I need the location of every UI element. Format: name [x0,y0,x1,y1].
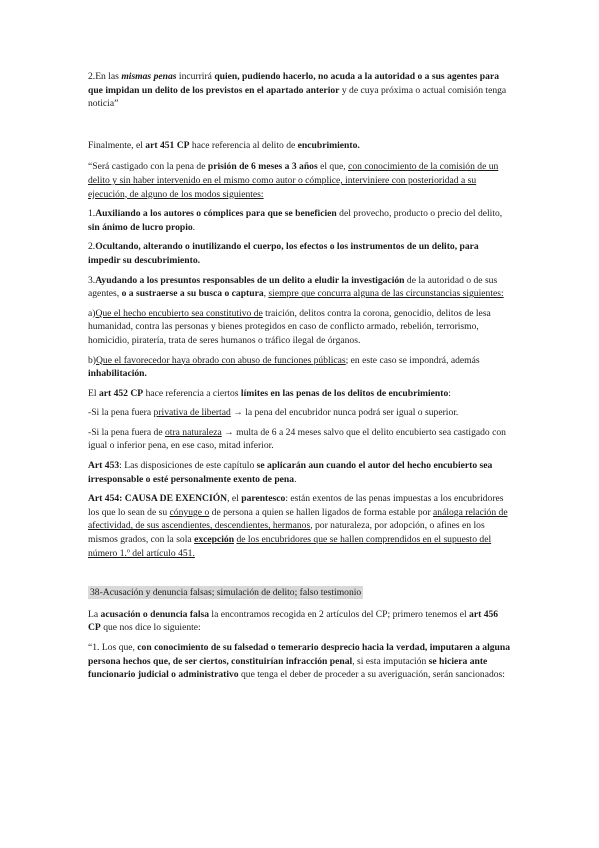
text: traición, delitos contra la corona, genocidio, delitos de lesa humanidad, contra las personas y bienes protegidos en caso de conflicto armado, rebelión, terrorismo, homicidio, piratería, trata de seres humanos o tráfico ilegal de órganos. [88,307,491,346]
paragraph-art453 [88,459,511,486]
paragraph-modo-3 [88,274,511,301]
section-heading [88,586,511,600]
text: : [448,387,451,399]
heading-text: 38-Acusación y denuncia falsas; simulación de delito; falso testimonio [90,587,362,599]
text: “Será castigado con la pena de [88,161,208,173]
text: que tenga el deber de proceder a su averiguación, serán sancionados: [238,669,505,681]
text: -Si la pena fuera [88,407,154,419]
article-ref: Art 454: CAUSA DE EXENCIÓN [88,493,228,505]
text: 1. [88,208,96,220]
text: b) [88,354,96,366]
underlined-text: privativa de libertad [153,407,231,419]
text: del provecho, producto o precio del delito, [336,208,503,220]
paragraph-acusacion-intro [88,608,511,635]
bold-text: prisión de 6 meses a 3 años [207,161,318,173]
text: 2. [88,241,96,253]
text: a) [88,307,96,319]
paragraph-circunstancia-b [88,354,511,381]
bold-text: parentesco [241,493,286,505]
paragraph-circunstancia-a [88,307,511,348]
article-ref: Art 453 [88,460,120,472]
text: → la pena del encubridor nunca podrá ser igual o superior. [230,407,459,419]
paragraph-art452 [88,387,511,401]
underlined-text: siempre que concurra alguna de las circunstancias siguientes: [268,288,504,300]
bold-text: Ayudando a los presuntos responsables de un delito a eludir la investigación [95,274,405,286]
text: hace referencia al delito de [189,139,298,151]
bold-text: sin ánimo de lucro propio [88,221,193,233]
text: , [263,288,269,300]
text: la encontramos recogida en 2 artículos del CP; primero tenemos el [209,608,470,620]
bold-text: Ocultando, alterando o inutilizando el cuerpo, los efectos o los instrumentos de un delito, para impedir su descubrimiento. [88,241,479,266]
bold-text: quien, pudiendo hacerlo, no acuda a la autoridad o a sus agentes para que impidan un delito de los previstos en el apartado anterior [88,71,499,96]
text: hace referencia a ciertos [143,387,241,399]
paragraph-encubrimiento-intro [88,139,511,153]
text: “1. Los que, [88,642,138,653]
text: → multa de 6 a 24 meses salvo que el delito encubierto sea castigado con igual o inferior pena, en ese caso, mitad inferior. [88,426,506,452]
text: de persona a quien se hallen ligados de forma estable por [209,506,434,518]
bold-text: límites en las penas de los delitos de encubrimiento [240,387,449,399]
paragraph-omision [88,70,511,111]
paragraph-art454 [88,492,511,560]
text: y de cuya próxima o actual comisión tenga noticia” [88,84,507,110]
bold-text: acusación o denuncia falsa [100,608,210,620]
bold-text: se hiciera ante funcionario judicial o administrativo [88,655,488,681]
bold-text: Auxiliando a los autores o cómplices para que se beneficien [95,208,337,220]
article-ref: art 456 CP [88,608,499,634]
underlined-text: cónyuge o [169,506,210,518]
paragraph-modo-2 [88,240,511,267]
paragraph-art456-quote [88,641,511,682]
bold-text: con conocimiento de su falsedad o temerario desprecio hacia la verdad, imputaren a alguna persona hechos que, de ser ciertos, constituirían infracción penal [88,642,511,667]
bold-text: encubrimiento. [297,139,360,151]
emphasis-text: mismas penas [121,71,177,82]
text: La [88,608,101,620]
underlined-text: Que el favorecedor haya obrado con abuso de funciones públicas [96,354,346,366]
paragraph-modo-1 [88,207,511,234]
text: de la autoridad o de sus agentes, [88,274,498,300]
underlined-text: con conocimiento de la comisión de un delito y sin haber intervenido en el mismo como autor o cómplice, interviniere con posterioridad a su ejecución, de alguno de los modos siguientes: [88,161,499,200]
bold-text: inhabilitación. [88,368,147,380]
underlined-text: análoga relación de afectividad, de sus ascendientes, descendientes, hermanos [88,506,508,532]
text: El [88,387,99,399]
text: que nos dice lo siguiente: [100,622,201,634]
paragraph-privativa [88,406,511,420]
text: Finalmente, el [88,139,146,151]
text: ; en este caso se impondrá, además [345,354,480,366]
text: 2.En las [88,71,122,82]
text: : están exentos de las penas impuestas a los encubridores los que lo sean de su [88,493,504,518]
article-ref: art 451 CP [145,139,190,151]
text: . [192,221,196,233]
text: incurrirá [176,71,215,82]
text: : Las disposiciones de este capítulo [119,460,257,472]
bold-underlined-text: excepción [194,534,235,546]
text: , si esta imputación [352,655,429,667]
paragraph-art451-quote [88,160,511,201]
underlined-text: de los encubridores que se hallen comprendidos en el supuesto del número 1.º del artículo 451. [88,534,492,559]
underlined-text: Que el hecho encubierto sea constitutivo de [95,307,263,319]
paragraph-otra-naturaleza [88,426,511,453]
text: , el [227,493,242,505]
text: el que, [317,161,349,173]
bold-text: se aplicarán aun cuando el autor del hecho encubierto sea irresponsable o esté personalmente exento de pena [88,460,493,485]
text: 3. [88,274,96,286]
bold-text: o a sustraerse a su busca o captura [121,288,264,300]
underlined-text: otra naturaleza [164,426,222,438]
text: . [294,473,297,485]
text: -Si la pena fuera de [88,426,165,438]
article-ref: art 452 CP [98,387,144,399]
text: , por naturaleza, por adopción, o afines en los mismos grados, con la sola [88,520,485,546]
